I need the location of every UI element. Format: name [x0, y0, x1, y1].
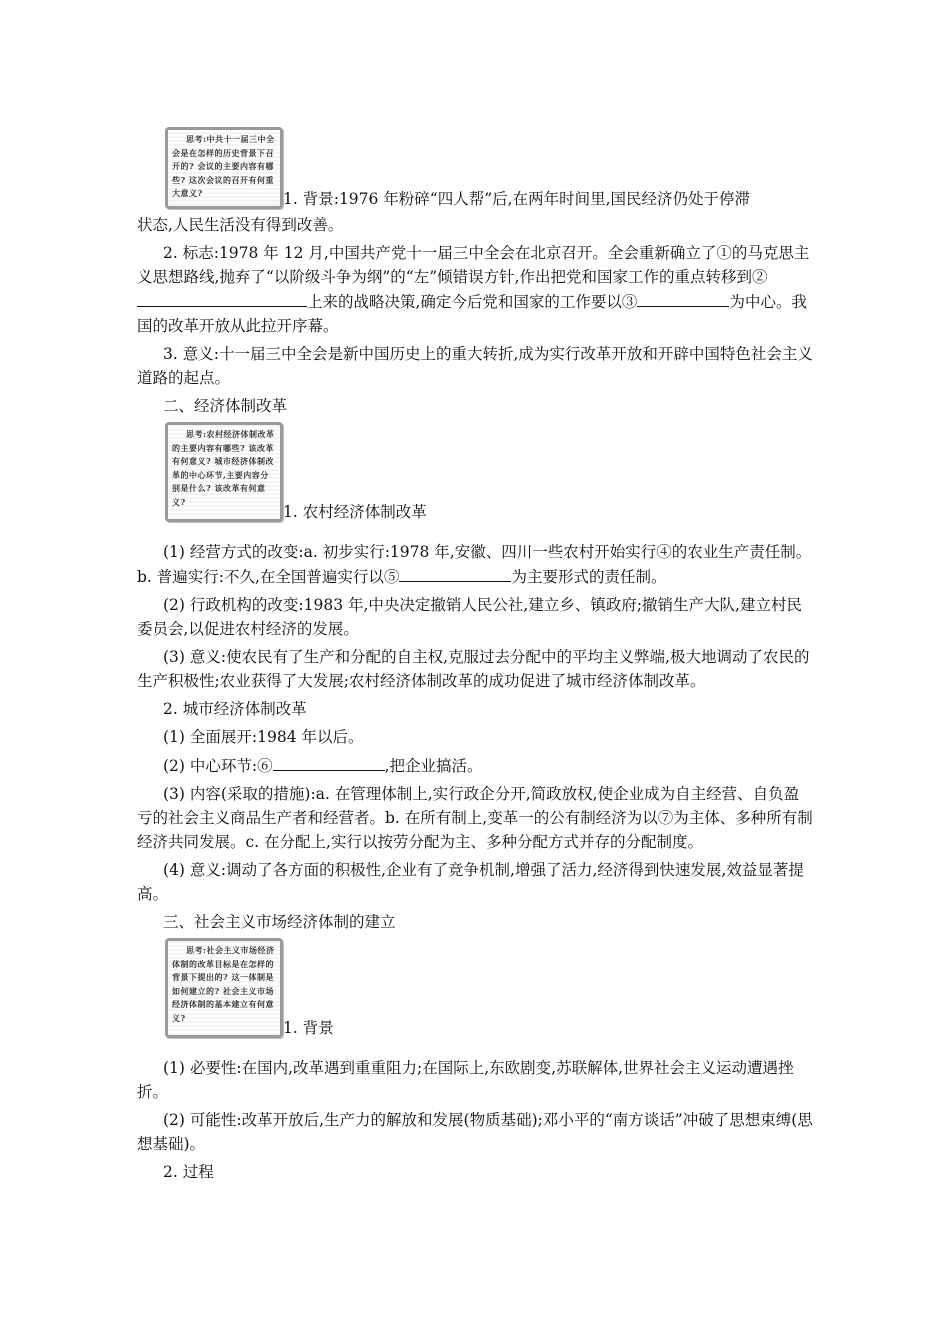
blank-6[interactable] [273, 753, 385, 771]
urban-core-text-a: (2) 中心环节:⑥ [163, 757, 273, 775]
think-box-2 [165, 422, 283, 522]
think-box-3-text: 思考:社会主义市场经济体制的改革目标是在怎样的背景下提出的? 这一体制是如何建立的? 社会主义市场经济体制的基本建立有何意义? [172, 945, 275, 1023]
rural-management-paragraph [137, 540, 813, 589]
rural-management-text-b: 为主要形式的责任制。 [511, 568, 667, 586]
necessity-paragraph: (1) 必要性:在国内,改革遇到重重阻力;在国际上,东欧剧变,苏联解体,世界社会主义运动遭遇挫折。 [137, 1059, 794, 1101]
think-box-3 [165, 938, 283, 1038]
rural-significance-paragraph: (3) 意义:使农民有了生产和分配的自主权,克服过去分配中的平均主义弊端,极大地调动了农民的生产积极性;农业获得了大发展;农村经济体制改革的成功促进了城市经济体制改革。 [137, 648, 810, 690]
think-box-1-text: 思考:中共十一届三中全会是在怎样的历史背景下召开的? 会议的主要内容有哪些? 这次会议的召开有何重大意义? [172, 134, 275, 198]
section-heading-3: 三、社会主义市场经济体制的建立 [163, 913, 396, 931]
urban-content-paragraph: (3) 内容(采取的措施):a. 在管理体制上,实行政企分开,简政放权,使企业成为自主经营、自负盈亏的社会主义商品生产者和经营者。b. 在所有制上,变革一的公有制经济为以⑦为主体、多种所有制经济共同发展。c. 在分配上,实行以按劳分配为主、多种分配方式并存的分配制度。 [137, 785, 813, 851]
marker-text-a: 2. 标志:1978 年 12 月,中国共产党十一届三中全会在北京召开。全会重新确立了①的马克思主义思想路线,抛弃了“以阶级斗争为纲”的“左”倾错误方针,作出把党和国家工作的重点转移到② [137, 244, 810, 286]
process-title: 2. 过程 [163, 1163, 214, 1181]
think-box-2-text: 思考:农村经济体制改革的主要内容有哪些? 该改革有何意义? 城市经济体制改革的中心环节,主要内容分别是什么? 该改革有何意义? [172, 429, 275, 507]
urban-start-paragraph: (1) 全面展开:1984 年以后。 [163, 728, 364, 746]
market-background-title: 1. 背景 [283, 1019, 334, 1037]
significance-paragraph: 3. 意义:十一届三中全会是新中国历史上的重大转折,成为实行改革开放和开辟中国特色社会主义道路的起点。 [137, 345, 813, 387]
think-row-2 [137, 422, 813, 522]
background-line: 1. 背景:1976 年粉碎“四人帮”后,在两年时间里,国民经济仍处于停滞 [283, 190, 751, 208]
rural-management-text-a: (1) 经营方式的改变:a. 初步实行:1978 年,安徽、四川一些农村开始实行④的农业生产责任制。b. 普遍实行:不久,在全国普遍实行以⑤ [137, 543, 812, 586]
blank-3[interactable] [637, 289, 729, 307]
blank-2[interactable] [137, 289, 307, 307]
possibility-paragraph: (2) 可能性:改革开放后,生产力的解放和发展(物质基础);邓小平的“南方谈话”冲破了思想束缚(思想基础)。 [137, 1111, 813, 1153]
marker-text-b: 上来的战略决策,确定今后党和国家的工作要以③ [307, 293, 638, 311]
rural-admin-paragraph: (2) 行政机构的改变:1983 年,中央决定撤销人民公社,建立乡、镇政府;撤销生产大队,建立村民委员会,以促进农村经济的发展。 [137, 596, 802, 638]
document-body [137, 0, 813, 1188]
think-box-1 [165, 127, 283, 209]
marker-paragraph [137, 241, 813, 338]
section-heading-2: 二、经济体制改革 [163, 397, 288, 415]
background-continuation: 状态,人民生活没有得到改善。 [137, 216, 344, 234]
urban-significance-paragraph: (4) 意义:调动了各方面的积极性,企业有了竞争机制,增强了活力,经济得到快速发展,效益显著提高。 [137, 861, 804, 903]
rural-reform-title: 1. 农村经济体制改革 [283, 503, 427, 521]
urban-core-paragraph [137, 753, 813, 778]
urban-reform-title: 2. 城市经济体制改革 [163, 700, 307, 718]
think-row-3 [137, 938, 813, 1038]
think-row-1 [137, 127, 813, 209]
blank-5[interactable] [399, 564, 511, 582]
marker-text-c: 为中心。我国的改革开放从此拉开序幕。 [137, 293, 807, 335]
urban-core-text-b: ,把企业搞活。 [384, 757, 483, 775]
